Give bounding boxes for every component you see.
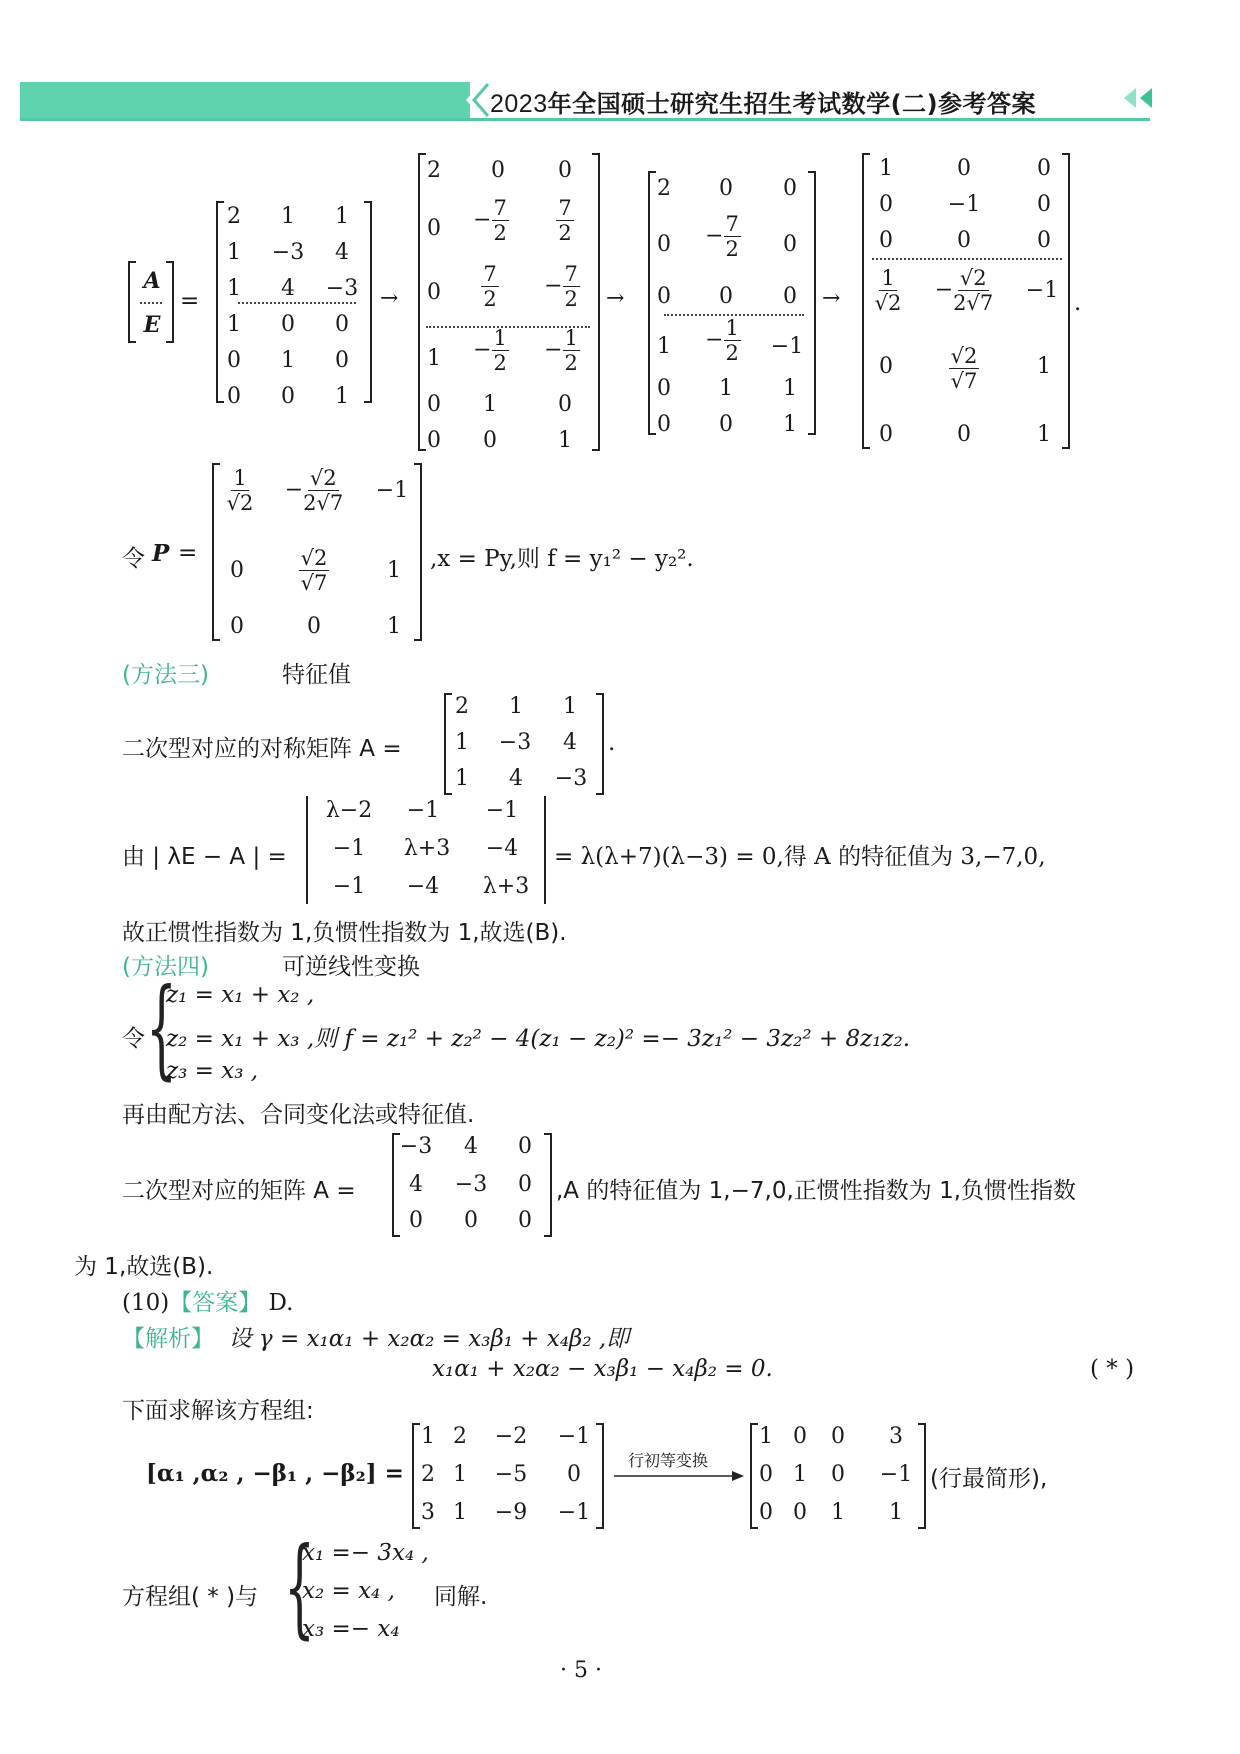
period: . <box>1074 290 1082 316</box>
equation-line: x₂ = x₄ , <box>302 1578 395 1604</box>
long-arrow-right-icon <box>614 1470 744 1482</box>
method-title: 特征值 <box>282 662 351 688</box>
double-arrow-left-icon <box>1120 86 1160 110</box>
equation-line: z₂ = x₁ + x₃ ,则 f = z₁² + z₂² − 4(z₁ − z₂)² =− 3z₁² − 3z₂² + 8z₁z₂. <box>166 1026 911 1052</box>
method-label: (方法三) <box>122 662 209 688</box>
arrow-right-icon: → <box>380 286 399 311</box>
q10-answer-line: (10)【答案】 D. <box>122 1290 294 1316</box>
header-rule <box>20 118 1150 121</box>
chevron-left-icon <box>460 82 490 118</box>
matrix-step-2: 2 0 0 0 − $\frac{7}{2}$ $\frac{7}{2}$ 0 $\frac{7}{2}$ − $\frac{7}{2}$ 1 − $\frac{1}{2}$ − $\frac{1}{2}$ 0 1 0 0 0 1 <box>418 154 600 450</box>
header-accent-band <box>20 82 470 118</box>
matrix-p: $\frac{1}{√2}$ − $\frac{√2}{2√7}$ −1 0 $\frac{√2}{√7}$ 1 0 0 1 <box>212 464 422 640</box>
arrow-right-icon: → <box>606 286 625 311</box>
method-title: 可逆线性变换 <box>282 954 420 980</box>
arrow-right-icon: → <box>822 286 841 311</box>
equation-line: x₃ =− x₄ <box>302 1616 400 1642</box>
block-matrix-ae: A E <box>128 262 174 342</box>
determinant-label: 由 | λE − A | = <box>122 844 287 870</box>
matrix-step-4: 1 0 0 0 −1 0 0 0 0 $\frac{1}{√2}$ − $\frac{√2}{2√7}$ −1 0 $\frac{√2}{√7}$ 1 0 0 1 <box>862 154 1070 448</box>
conclusion-text: 故正惯性指数为 1,负惯性指数为 1,故选(B). <box>122 920 567 946</box>
equation-line: z₁ = x₁ + x₂ , <box>166 982 315 1008</box>
equation-line: x₁ =− 3x₄ , <box>302 1540 429 1566</box>
equals-sign: = <box>180 288 200 314</box>
page-header <box>20 82 1150 120</box>
rref-matrix: 1 0 0 3 0 1 0 −1 0 0 1 1 <box>750 1424 926 1528</box>
separator <box>238 302 356 304</box>
page-number: · 5 · <box>560 1658 602 1683</box>
substitution-result: ,x = Py,则 f = y₁² − y₂². <box>430 546 694 572</box>
matrix-step-1: 2 1 1 1 −3 4 1 4 −3 1 0 0 0 1 0 0 0 1 <box>216 202 372 402</box>
augmented-matrix: 1 2 −2 −1 2 1 −5 0 3 1 −9 −1 <box>412 1424 604 1528</box>
matrix-a-symmetric: 2 1 1 1 −3 4 1 4 −3 <box>444 694 604 794</box>
header-title: 2023年全国硕士研究生招生考试数学(二)参考答案 <box>490 90 1037 118</box>
q10-analysis-line: 【解析】 设 γ = x₁α₁ + x₂α₂ = x₃β₁ + x₄β₂ ,即 <box>122 1326 630 1352</box>
equation-tag: ( * ) <box>1090 1356 1135 1382</box>
matrix-step-3: 2 0 0 0 − $\frac{7}{2}$ 0 0 0 0 1 − $\frac{1}{2}$ −1 0 1 1 0 0 1 <box>648 172 816 434</box>
equation-line: z₃ = x₃ , <box>166 1058 259 1084</box>
determinant: λ−2 −1 −1 −1 λ+3 −4 −1 −4 λ+3 <box>306 796 546 904</box>
left-brace-icon: { <box>146 966 177 1091</box>
transform-label: 行初等变换 <box>628 1451 709 1470</box>
method-label: (方法四) <box>122 954 209 980</box>
separator <box>140 302 162 304</box>
matrix-a-transformed: −3 4 0 4 −3 0 0 0 0 <box>392 1134 552 1236</box>
characteristic-polynomial: = λ(λ+7)(λ−3) = 0,得 A 的特征值为 3,−7,0, <box>554 844 1046 870</box>
left-brace-icon: { <box>284 1525 315 1650</box>
symmetric-matrix-label: 二次型对应的对称矩阵 A = <box>122 736 402 762</box>
equation-star: x₁α₁ + x₂α₂ − x₃β₁ − x₄β₂ = 0. <box>432 1356 773 1382</box>
conclusion-text: 为 1,故选(B). <box>74 1254 214 1280</box>
augmented-matrix-label: [α₁ ,α₂ , −β₁ , −β₂] = <box>146 1460 404 1487</box>
separator <box>872 258 1062 260</box>
